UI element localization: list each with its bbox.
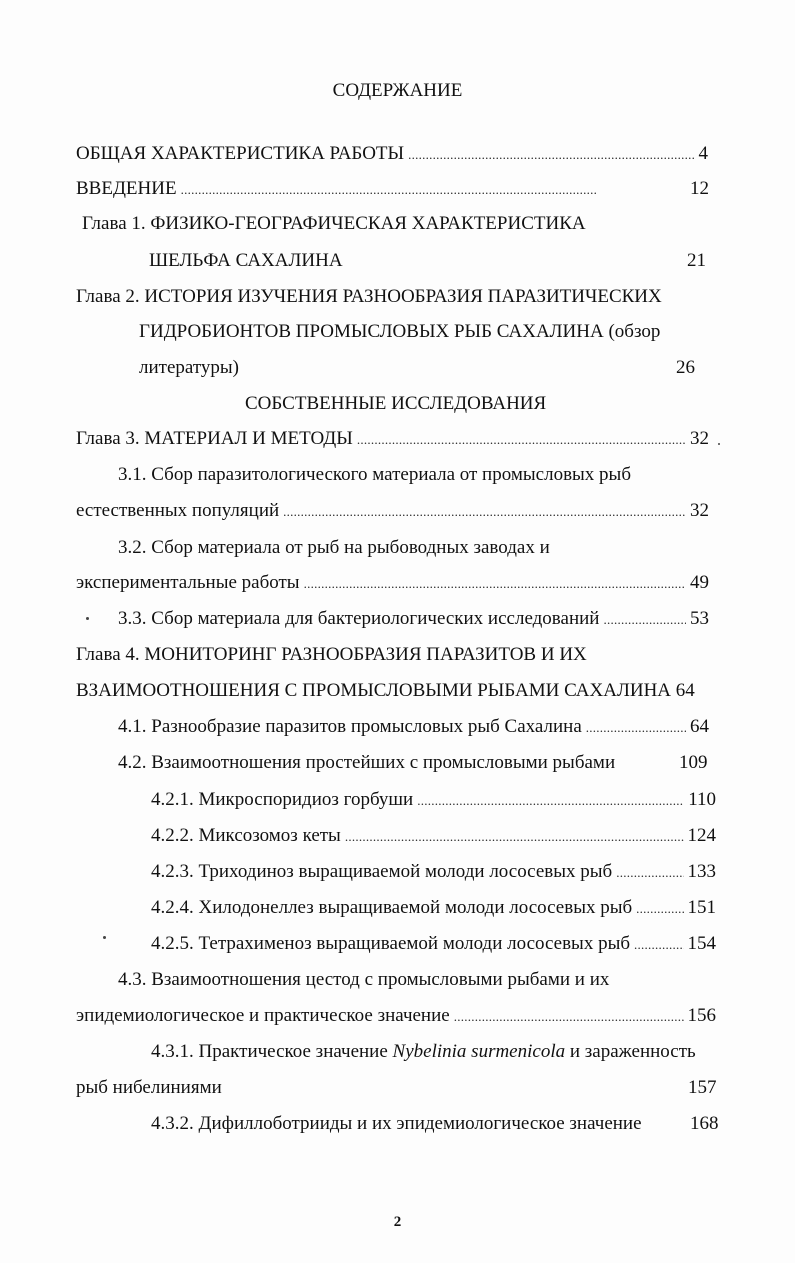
toc-page-number: 64: [690, 716, 709, 737]
page-number: 2: [393, 1214, 402, 1230]
toc-entry: [151, 897, 716, 920]
toc-entry-text-part: и зараженность: [565, 1041, 696, 1062]
toc-entry-text: ГИДРОБИОНТОВ ПРОМЫСЛОВЫХ РЫБ САХАЛИНА (обзор: [139, 321, 661, 342]
section-heading: СОБСТВЕННЫЕ ИССЛЕДОВАНИЯ: [245, 393, 547, 414]
toc-entry-text: 3.1. Сбор паразитологического материала от промысловых рыб: [118, 464, 631, 485]
toc-entry-text: 4.2.1. Микроспоридиоз горбуши: [151, 789, 414, 810]
dot-leader: [304, 572, 686, 595]
toc-entry-text: 3.2. Сбор материала от рыб на рыбоводных заводах и: [118, 537, 550, 558]
toc-page-number: 156: [687, 1005, 716, 1026]
toc-entry-text: 4.2.3. Триходиноз выращиваемой молоди лососевых рыб: [151, 861, 613, 882]
toc-page-number: 151: [687, 897, 716, 918]
toc-entry-text: ОБЩАЯ ХАРАКТЕРИСТИКА РАБОТЫ: [76, 143, 405, 164]
toc-entry: [76, 500, 709, 523]
toc-entry: [76, 143, 708, 166]
dot-leader: [616, 861, 683, 884]
toc-entry: [118, 716, 709, 739]
toc-entry-text: 4.2.4. Хилодонеллез выращиваемой молоди лососевых рыб: [151, 897, 633, 918]
toc-page-number: 32: [690, 500, 709, 521]
scan-speck: [718, 443, 720, 445]
toc-entry: [76, 572, 709, 595]
toc-entry-text: 4.3. Взаимоотношения цестод с промысловыми рыбами и их: [118, 969, 610, 990]
toc-entry-text: Глава 1. ФИЗИКО-ГЕОГРАФИЧЕСКАЯ ХАРАКТЕРИСТИКА: [82, 213, 586, 234]
dot-leader: [408, 143, 694, 166]
toc-entry-text: 4.3.2. Дифиллоботрииды и их эпидемиологическое значение: [151, 1113, 642, 1134]
toc-entry: [76, 1005, 716, 1028]
toc-entry: [151, 861, 716, 884]
toc-entry: [151, 789, 716, 812]
dot-leader: [634, 933, 684, 956]
dot-leader: [636, 897, 683, 920]
toc-entry: [76, 178, 709, 201]
toc-entry-text: [151, 1041, 696, 1063]
scan-speck: [86, 617, 89, 620]
toc-entry-text: Глава 3. МАТЕРИАЛ И МЕТОДЫ: [76, 428, 353, 449]
toc-entry-text: эпидемиологическое и практическое значение: [76, 1005, 450, 1026]
page-title: СОДЕРЖАНИЕ: [332, 80, 463, 101]
dot-leader: [345, 825, 684, 848]
toc-page-number: 53: [690, 608, 709, 629]
toc-page-number: 157: [688, 1077, 717, 1098]
scan-speck: [103, 936, 106, 939]
toc-entry-text: 4.2.5. Тетрахименоз выращиваемой молоди лососевых рыб: [151, 933, 630, 954]
toc-page-number: 12: [690, 178, 709, 199]
toc-entry-text: естественных популяций: [76, 500, 280, 521]
toc-entry: [151, 933, 716, 956]
toc-entry: [118, 608, 709, 631]
toc-page-number: 133: [687, 861, 716, 882]
toc-entry-text: литературы): [139, 357, 239, 378]
toc-page-number: 32: [690, 428, 709, 449]
toc-entry-text: ВЗАИМООТНОШЕНИЯ С ПРОМЫСЛОВЫМИ РЫБАМИ САХАЛИНА: [76, 680, 672, 701]
toc-page-number: 21: [687, 250, 706, 271]
toc-entry-text: Глава 2. ИСТОРИЯ ИЗУЧЕНИЯ РАЗНООБРАЗИЯ ПАРАЗИТИЧЕСКИХ: [76, 286, 662, 307]
toc-page-number: 168: [690, 1113, 719, 1134]
toc-page-number: 49: [690, 572, 709, 593]
toc-entry-text: 3.3. Сбор материала для бактериологических исследований: [118, 608, 600, 629]
toc-page-number: 154: [687, 933, 716, 954]
toc-entry: [151, 825, 716, 848]
toc-page-number: 64: [675, 680, 695, 701]
toc-page-number: 124: [687, 825, 716, 846]
toc-entry-text: рыб нибелиниями: [76, 1077, 222, 1098]
species-name: Nybelinia surmenicola: [392, 1041, 566, 1062]
toc-page-number: 109: [679, 752, 708, 773]
toc-entry-text: 4.1. Разнообразие паразитов промысловых рыб Сахалина: [118, 716, 582, 737]
dot-leader: [454, 1005, 684, 1028]
toc-entry-text: экспериментальные работы: [76, 572, 300, 593]
dot-leader: [586, 716, 686, 739]
dot-leader: [603, 608, 686, 631]
toc-page-number: 26: [676, 357, 695, 378]
toc-entry-text: ШЕЛЬФА САХАЛИНА: [149, 250, 343, 271]
toc-entry-text: ВВЕДЕНИЕ: [76, 178, 177, 199]
dot-leader: [417, 789, 684, 812]
toc-page-number: 4: [698, 143, 708, 164]
toc-entry: [76, 428, 709, 451]
toc-entry-text-part: 4.3.1. Практическое значение: [151, 1041, 393, 1062]
dot-leader: [357, 428, 686, 451]
toc-entry-text: 4.2. Взаимоотношения простейших с промысловыми рыбами: [118, 752, 616, 773]
toc-entry: [76, 680, 695, 702]
dot-leader: [283, 500, 686, 523]
toc-entry-text: 4.2.2. Миксозомоз кеты: [151, 825, 341, 846]
dot-leader: [181, 178, 686, 201]
toc-entry-text: Глава 4. МОНИТОРИНГ РАЗНООБРАЗИЯ ПАРАЗИТОВ И ИХ: [76, 644, 587, 665]
toc-page-number: 110: [688, 789, 716, 810]
